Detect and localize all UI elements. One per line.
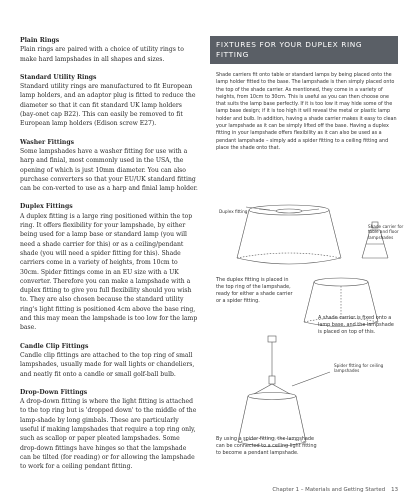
section-heading: Drop-Down Fittings [20, 388, 88, 396]
duplex-caption: The duplex fitting is placed in the top ring of the lampshade, ready for either a shade carrier or a spider fitting. [216, 277, 293, 304]
info-box-text: Shade carriers fit onto table or standard lamps by being placed onto the lamp holder fitted to the base. The lampshade is then simply placed onto the top of the shade carrier. As mentioned, they come in a variety of heights, from 10cm to 30cm. This is useful as you can then choose one that suits the lamp base perfectly. If it is too low it may hide some of the lamp base design; if it is too high it will reveal the metal or plastic lamp holder and bulb. In addition, having a shade carrier makes it easy to clean your lampshade as it can be simply lifted off the base. Having a duplex fitting in your lampshade offers flexibility as it can also be used as a pendant lampshade – simply add a spider fitting to a ceiling fitting and place the shade onto that. [216, 72, 397, 151]
section-heading: Standard Utility Rings [20, 73, 97, 81]
chapter-title: Chapter 1 – Materials and Getting Started [272, 487, 386, 493]
section-body: A drop-down fitting is where the light fitting is attached to the top ring but is 'dropped down' to the middle of the lamp-shade by long gimbals. These are particularly useful if making lampshades that require a top ring only, such as scallop or paper pleated lampshades. Some drop-down fittings have hinges so that the lampshade can be tilted (for reading) or for allowing the lampshade to work for a ceiling pendant fitting. [20, 398, 197, 471]
spider-fitting-label: Spider fitting for ceiling lampshades [334, 363, 384, 374]
section-body: Some lampshades have a washer fitting for use with a harp and finial, most commonly used in the USA, the opening of which is just 10mm diameter. You can also purchase converters so that your EU/UK standard fitting can be con-verted to use as a harp and finial lamp holder. [20, 147, 198, 193]
spider-lampshade-illustration [238, 336, 330, 447]
section-body: Plain rings are paired with a choice of utility rings to make hard lampshades in all shapes and sizes. [20, 46, 184, 63]
section-body: A duplex fitting is a large ring positioned within the top ring. It offers flexibility for your lampshade, by either being used for a lamp base or standard lamp (you will need a shade carrier for this) or as a ceiling/pendant shade (you will need a spider fitting for this). Shade carriers come in a variety of heights, from 10cm to 30cm. Spider fittings come in an EU size with a UK converter. Therefore you can make a lampshade with a duplex fitting to give you full flexibility should you wish to. They are also chosen because the standard utility ring's light fitting is positioned 4cm above the base ring, and this may mean the lampshade is too low for the lamp base. [20, 212, 198, 332]
section-body: Candle clip fittings are attached to the top ring of small lampshades, usually made for wall lights or chandeliers, and neatly fit onto a candle or small golf-ball bulb. [20, 351, 195, 378]
duplex-fitting-label: Duplex fitting [219, 209, 248, 214]
page-number: 13 [391, 487, 398, 493]
duplex-lampshade-illustration [237, 205, 341, 264]
section-heading: Washer Fittings [20, 138, 75, 146]
section-heading: Plain Rings [20, 37, 60, 44]
section-body: Standard utility rings are manufactured to fit European lamp holders, and an adaptor plug is fitted to reduce the diameter so that it can fit standard UK lamp holders (bay-onet cap B22). This can easily be removed to fit European lamp holders (Edison screw E27). [20, 83, 196, 128]
info-box-title: FIXTURES FOR YOUR DUPLEX RING FITTING [210, 36, 398, 64]
page-footer [266, 487, 398, 493]
carrier-caption: A shade carrier is fixed onto a lamp base, and the lampshade is placed on top of this. [318, 315, 394, 335]
section-heading: Candle Clip Fittings [20, 342, 89, 350]
shade-carrier-label: Shade carrier for table and floor lampshades [368, 224, 404, 240]
spider-caption: By using a spider fitting, the lampshade can be connected to a ceiling light fitting to become a pendant lampshade. [216, 436, 317, 456]
section-heading: Duplex Fittings [20, 203, 73, 211]
